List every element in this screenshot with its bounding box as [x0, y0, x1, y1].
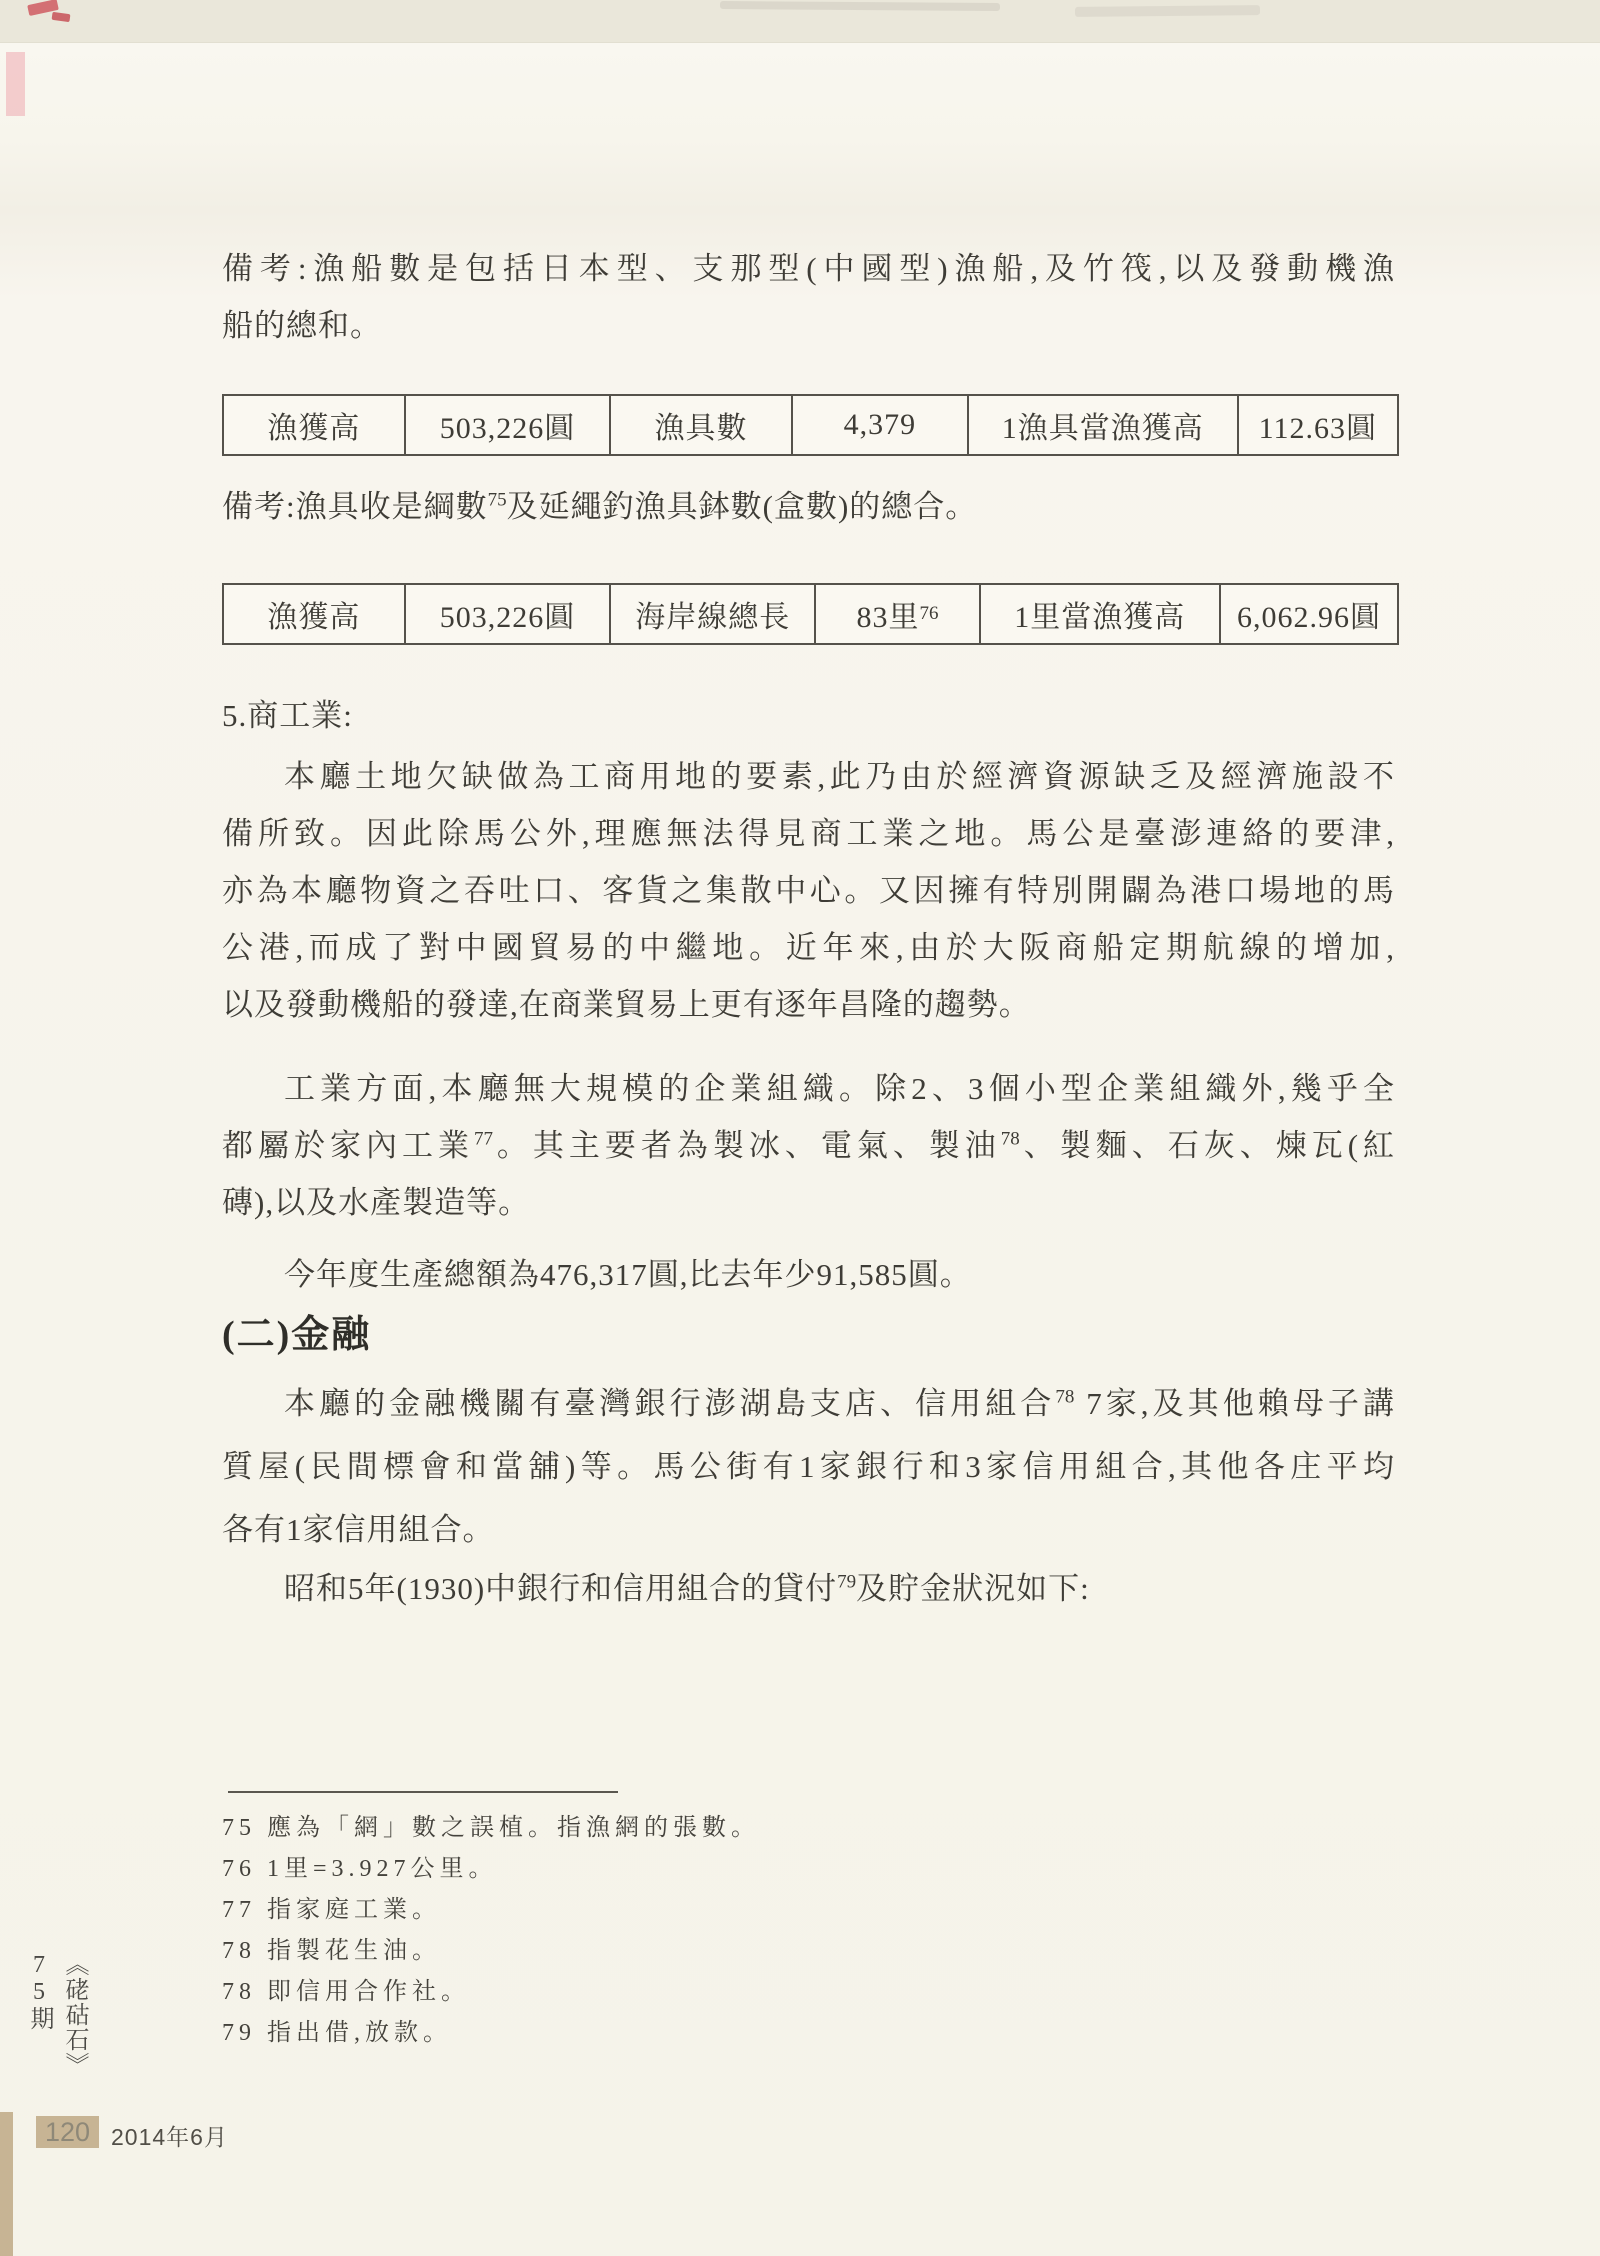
paragraph-production-total	[222, 1246, 1395, 1303]
scan-artifact-pink-strip	[6, 52, 25, 116]
footnotes-list	[222, 1808, 1395, 2054]
table-cell: 1里當漁獲高	[981, 585, 1221, 643]
table-cell: 海岸線總長	[611, 585, 816, 643]
paragraph-line: 質屋(民間標會和當舖)等。馬公街有1家銀行和3家信用組合,其他各庄平均	[222, 1449, 1395, 1484]
line-text: 7家,及其他賴母子講	[1074, 1386, 1395, 1421]
paragraph-line: 亦為本廳物資之吞吐口、客貨之集散中心。又因擁有特別開闢為港口場地的馬	[222, 873, 1395, 908]
table-cell: 1漁具當漁獲高	[969, 396, 1239, 454]
section-heading-finance: (二)金融	[222, 1314, 372, 1356]
table-cell: 漁具數	[611, 396, 793, 454]
scan-artifact-grey-streak	[1075, 5, 1260, 17]
paragraph-line: 各有1家信用組合。	[222, 1512, 495, 1547]
paragraph-line: 工業方面,本廳無大規模的企業組織。除2、3個小型企業組織外,幾乎全	[284, 1071, 1395, 1106]
page-number-badge: 120	[36, 2116, 99, 2148]
footnote: 79 指出借,放款。	[222, 2020, 452, 2046]
page-edge-strip	[0, 2112, 13, 2256]
line-text: 、製麵、石灰、煉瓦(紅	[1019, 1128, 1396, 1163]
table-cell: 6,062.96圓	[1236, 601, 1381, 634]
table-cell: 4,379	[793, 396, 969, 454]
footnote: 75 應為「網」數之誤植。指漁網的張數。	[222, 1815, 760, 1841]
table-cell: 漁獲高	[224, 585, 406, 643]
footnote-ref-75: 75	[487, 489, 507, 511]
note-text: 及延繩釣漁具鉢數(盒數)的總合。	[506, 489, 978, 524]
line-text: 昭和5年(1930)中銀行和信用組合的貸付	[284, 1571, 838, 1606]
note-text: 備考:漁具收是綱數	[222, 489, 488, 524]
journal-title-vertical: 《硓𥑮石》75期	[26, 1952, 87, 2077]
line-text: 及貯金狀況如下:	[856, 1571, 1090, 1606]
table-cell: 83里 76	[816, 585, 980, 643]
note-line: 備考:漁船數是包括日本型、支那型(中國型)漁船,及竹筏,以及發動機漁	[222, 251, 1395, 286]
footnote-ref-78b: 78	[1055, 1386, 1075, 1408]
footnote-ref-78: 78	[1000, 1128, 1020, 1150]
paragraph-line: 今年度生產總額為476,317圓,比去年少91,585圓。	[284, 1257, 972, 1292]
paragraph-line: 磚),以及水產製造等。	[222, 1185, 531, 1220]
section-heading-commerce-industry: 5.商工業:	[222, 698, 353, 733]
footnote-ref-79: 79	[837, 1571, 857, 1593]
paragraph-commerce	[222, 748, 1395, 1033]
paragraph-line: 備所致。因此除馬公外,理應無法得見商工業之地。馬公是臺澎連絡的要津,	[222, 816, 1395, 851]
footnote: 76 1里=3.927公里。	[222, 1856, 498, 1882]
paragraph-line: 本廳土地欠缺做為工商用地的要素,此乃由於經濟資源缺乏及經濟施設不	[284, 759, 1395, 794]
remark-note-fishing-boats	[222, 240, 1395, 354]
paragraph-line	[222, 1372, 1395, 1435]
remark-note-fishing-gear	[222, 478, 1395, 535]
paragraph-showa5-status	[222, 1560, 1395, 1617]
footnote-ref-77: 77	[473, 1128, 493, 1150]
footnote: 78 指製花生油。	[222, 1938, 441, 1964]
table-cell: 112.63圓	[1258, 412, 1377, 445]
note-line	[222, 478, 1395, 535]
paragraph-industry	[222, 1060, 1395, 1231]
table-coastline	[222, 583, 1399, 645]
table-fishing-gear	[222, 394, 1399, 456]
line-text: 。其主要者為製冰、電氣、製油	[492, 1128, 1001, 1163]
footnote: 78 即信用合作社。	[222, 1979, 470, 2005]
footnote: 77 指家庭工業。	[222, 1897, 441, 1923]
cell-text: 83里	[856, 601, 920, 634]
table-cell: 503,226圓	[406, 396, 611, 454]
footnote-separator	[228, 1791, 618, 1793]
paragraph-line	[222, 1560, 1395, 1617]
line-text: 本廳的金融機關有臺灣銀行澎湖島支店、信用組合	[284, 1386, 1056, 1421]
paragraph-line	[222, 1117, 1395, 1174]
line-text: 都屬於家內工業	[222, 1128, 474, 1163]
table-cell: 漁獲高	[224, 396, 406, 454]
issue-date: 2014年6月	[111, 2124, 228, 2150]
note-line: 船的總和。	[222, 308, 382, 343]
paragraph-line: 以及發動機船的發達,在商業貿易上更有逐年昌隆的趨勢。	[222, 987, 1031, 1022]
paragraph-line: 公港,而成了對中國貿易的中繼地。近年來,由於大阪商船定期航線的增加,	[222, 930, 1395, 965]
table-cell: 503,226圓	[406, 585, 611, 643]
paragraph-finance	[222, 1372, 1395, 1561]
